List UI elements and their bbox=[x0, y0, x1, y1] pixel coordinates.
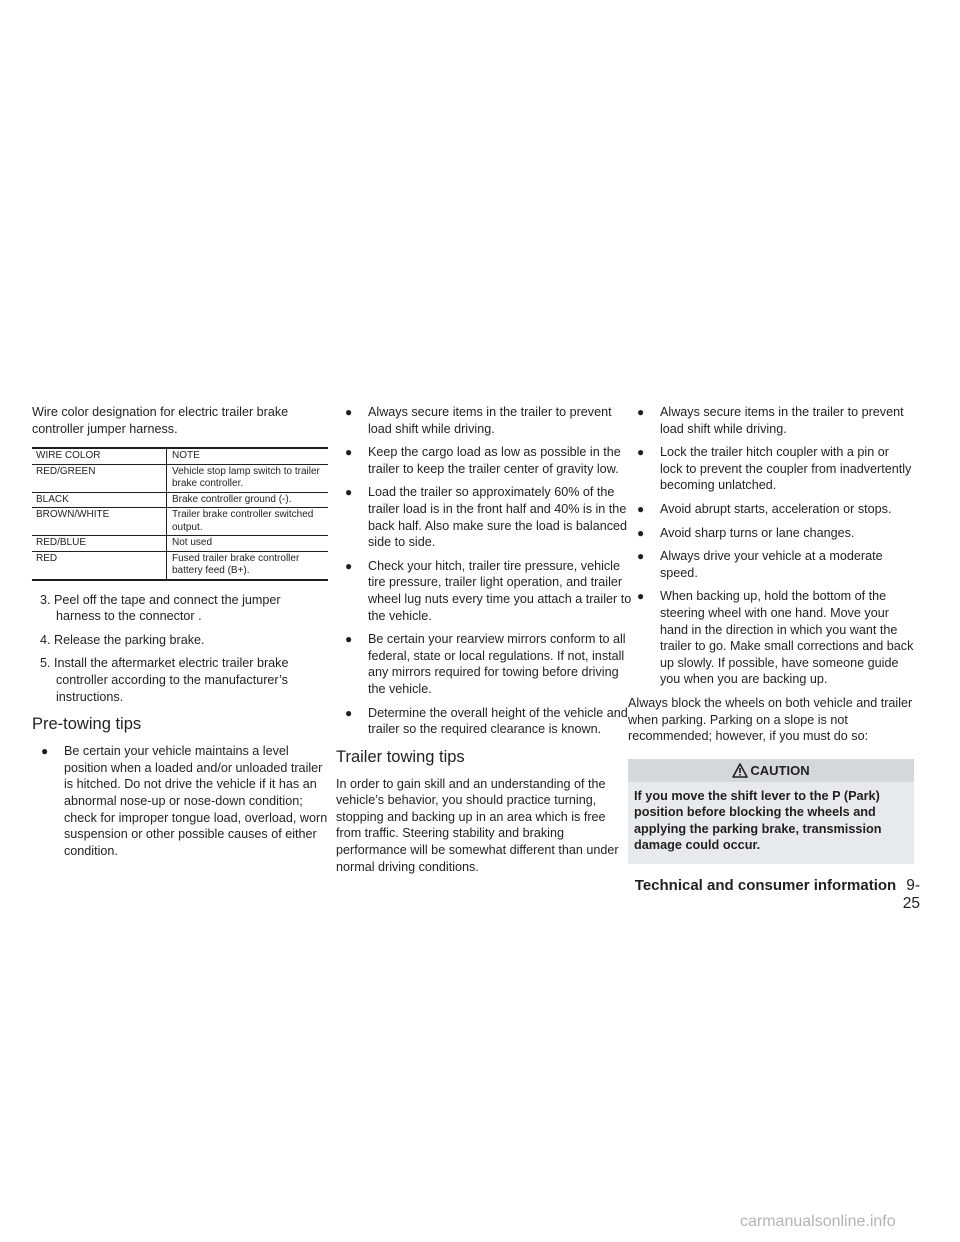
list-item-text: Avoid sharp turns or lane changes. bbox=[660, 525, 855, 540]
table-cell: Trailer brake controller switched output. bbox=[167, 508, 329, 536]
list-item-text: When backing up, hold the bottom of the steering wheel with one hand. Move your hand in the direction in which you want the trailer to go. Make small corrections and back up slowly. If possible, have someone guide you when you are backing up. bbox=[660, 589, 914, 687]
table-row bbox=[32, 536, 328, 552]
list-item bbox=[628, 588, 914, 688]
table-header-cell: WIRE COLOR bbox=[32, 448, 167, 464]
list-item bbox=[628, 501, 914, 518]
list-item-text: Check your hitch, trailer tire pressure, vehicle tire pressure, trailer light operation, and trailer wheel lug nuts every time you attach a trailer to the vehicle. bbox=[368, 558, 632, 623]
bullet-icon: ● bbox=[637, 501, 645, 516]
caution-body: If you move the shift lever to the P (Park) position before blocking the wheels and applying the parking brake, transmission damage could occur. bbox=[628, 782, 914, 864]
table-cell: BROWN/WHITE bbox=[32, 508, 167, 536]
bullet-icon: ● bbox=[637, 589, 645, 604]
page-number: 9-25 bbox=[902, 877, 920, 912]
footer-section-title: Technical and consumer information bbox=[634, 877, 897, 894]
bullet-icon: ● bbox=[637, 525, 645, 540]
step-item: 4. Release the parking brake. bbox=[40, 632, 205, 647]
bullet-icon: ● bbox=[41, 744, 49, 759]
bullet-icon: ● bbox=[345, 405, 353, 419]
list-item-text: Lock the trailer hitch coupler with a pin or lock to prevent the coupler from inadvertently becoming unlatched. bbox=[660, 445, 912, 493]
list-item-text: Avoid abrupt starts, acceleration or stops. bbox=[660, 501, 892, 516]
list-item bbox=[336, 631, 632, 697]
bullet-icon: ● bbox=[345, 705, 353, 720]
table-cell: RED bbox=[32, 551, 167, 580]
pretowing-list bbox=[32, 743, 328, 859]
column-2 bbox=[336, 404, 632, 875]
table-row bbox=[32, 464, 328, 492]
table-header-row bbox=[32, 448, 328, 464]
parking-paragraph: Always block the wheels on both vehicle and trailer when parking. Parking on a slope is not recommended; however, if you must do so: bbox=[628, 695, 913, 744]
caution-header bbox=[628, 759, 914, 782]
list-item bbox=[336, 705, 632, 738]
list-item bbox=[628, 525, 914, 542]
warning-icon bbox=[732, 763, 748, 778]
list-item bbox=[628, 548, 914, 581]
table-header-cell: NOTE bbox=[167, 448, 329, 464]
bullet-icon: ● bbox=[345, 632, 353, 647]
table-cell: Fused trailer brake controller battery feed (B+). bbox=[167, 551, 329, 580]
list-item-text: Determine the overall height of the vehicle and trailer so the required clearance is known. bbox=[368, 705, 628, 737]
list-item bbox=[336, 404, 632, 437]
list-item bbox=[336, 558, 632, 624]
table-cell: RED/GREEN bbox=[32, 464, 167, 492]
list-item-text: Load the trailer so approximately 60% of the trailer load is in the front half and 40% is in the back half. Also make sure the load is balanced side to side. bbox=[368, 485, 628, 550]
table-cell: BLACK bbox=[32, 492, 167, 508]
step-item: 5. Install the aftermarket electric trailer brake controller according to the manufacturer’s instructions. bbox=[40, 656, 289, 704]
list-item-text: Always secure items in the trailer to prevent load shift while driving. bbox=[368, 405, 612, 436]
bullet-icon: ● bbox=[345, 445, 353, 460]
bullet-icon: ● bbox=[637, 445, 645, 460]
bullet-icon: ● bbox=[637, 405, 645, 419]
table-row bbox=[32, 492, 328, 508]
list-item bbox=[336, 484, 632, 550]
steps-list bbox=[40, 592, 328, 706]
bullet-icon: ● bbox=[345, 558, 353, 573]
list-item-text: Always drive your vehicle at a moderate speed. bbox=[660, 549, 883, 580]
list-item-text: Be certain your rearview mirrors conform to all federal, state or local regulations. If not, install any mirrors required for towing before driving the vehicle. bbox=[368, 632, 626, 696]
wire-color-table bbox=[32, 447, 328, 581]
column-3 bbox=[628, 404, 914, 864]
table-cell: RED/BLUE bbox=[32, 536, 167, 552]
table-row bbox=[32, 551, 328, 580]
caution-title: CAUTION bbox=[750, 762, 810, 778]
watermark-text: carmanualsonline.info bbox=[740, 1213, 896, 1230]
list-item bbox=[628, 404, 914, 437]
list-item bbox=[32, 743, 328, 859]
table-cell: Brake controller ground (-). bbox=[167, 492, 329, 508]
table-cell: Vehicle stop lamp switch to trailer brake controller. bbox=[167, 464, 329, 492]
list-item-text: Be certain your vehicle maintains a level position when a loaded and/or unloaded trailer is hitched. Do not drive the vehicle if it has an abnormal nose-up or nose-down condition; check for improper tongue load, overload, worn suspension or other possible causes of either condition. bbox=[64, 744, 328, 858]
bullet-icon: ● bbox=[345, 485, 353, 500]
table-row bbox=[32, 508, 328, 536]
list-item-text: Always secure items in the trailer to prevent load shift while driving. bbox=[660, 405, 904, 436]
list-item-text: Keep the cargo load as low as possible in the trailer to keep the trailer center of gravity low. bbox=[368, 445, 621, 476]
trailer-towing-heading: Trailer towing tips bbox=[336, 747, 465, 766]
loading-tips-list bbox=[336, 404, 632, 738]
column-1 bbox=[32, 404, 328, 866]
intro-paragraph: Wire color designation for electric trailer brake controller jumper harness. bbox=[32, 405, 289, 436]
table-cell: Not used bbox=[167, 536, 329, 552]
page-footer bbox=[620, 877, 920, 913]
bullet-icon: ● bbox=[637, 549, 645, 564]
list-item bbox=[628, 444, 914, 494]
driving-tips-list bbox=[628, 404, 914, 688]
trailer-towing-paragraph: In order to gain skill and an understanding of the vehicle’s behavior, you should practice turning, stopping and backing up in an area which is free from traffic. Steering stability and braking performance will be somewhat different than under normal driving conditions. bbox=[336, 776, 619, 874]
list-item bbox=[336, 444, 632, 477]
step-item: 3. Peel off the tape and connect the jumper harness to the connector . bbox=[40, 592, 281, 624]
pretowing-heading: Pre-towing tips bbox=[32, 715, 142, 734]
